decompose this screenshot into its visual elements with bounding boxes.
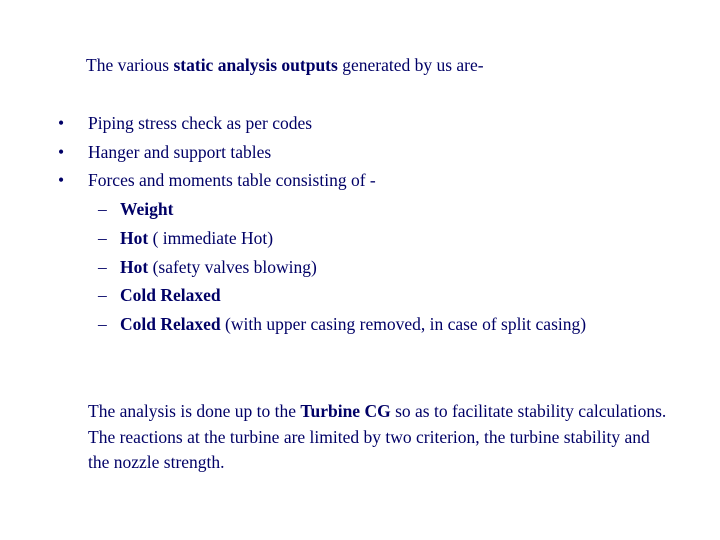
load-case-list [98, 198, 586, 342]
dash-marker: – [98, 199, 107, 219]
load-case-item [98, 284, 586, 313]
bullet-text: Piping stress check as per codes [88, 113, 313, 133]
bullet-item-piping-stress [58, 112, 376, 141]
intro-bold-term: static analysis outputs [173, 55, 338, 75]
load-case-item [98, 227, 586, 256]
closing-paragraph [88, 399, 668, 476]
load-case-item [98, 313, 586, 342]
output-bullet-list [58, 112, 376, 198]
load-case-item [98, 256, 586, 285]
dash-marker: – [98, 227, 107, 248]
bullet-item-hanger-support [58, 141, 376, 170]
intro-line [86, 54, 484, 76]
load-case-name: Hot [120, 227, 149, 248]
bullet-marker: • [58, 170, 65, 190]
bullet-marker: • [58, 113, 65, 133]
load-case-name: Cold Relaxed [120, 285, 221, 306]
bullet-text: Hanger and support tables [88, 141, 272, 162]
load-case-name: Weight [120, 199, 174, 219]
closing-prefix: The analysis is done up to the [88, 401, 301, 421]
load-case-detail: (with upper casing removed, in case of split casing) [220, 314, 587, 335]
closing-suffix: so as to facilitate stability calculations. The reactions at the turbine are limited by two criterion, the turbine stability and the nozzle strength. [88, 401, 667, 472]
load-case-detail: (safety valves blowing) [148, 256, 317, 277]
bullet-text: Forces and moments table consisting of - [88, 170, 376, 190]
dash-marker: – [98, 256, 107, 277]
load-case-detail: ( immediate Hot) [148, 227, 274, 248]
load-case-item [98, 198, 586, 227]
intro-prefix: The various [86, 55, 174, 75]
closing-bold-term: Turbine CG [300, 401, 391, 421]
load-case-name: Hot [120, 256, 149, 277]
dash-marker: – [98, 314, 107, 335]
bullet-item-forces-moments [58, 169, 376, 198]
bullet-marker: • [58, 141, 65, 162]
intro-suffix: generated by us are- [337, 55, 484, 75]
dash-marker: – [98, 285, 107, 306]
load-case-name: Cold Relaxed [120, 314, 221, 335]
closing-text [88, 399, 668, 476]
